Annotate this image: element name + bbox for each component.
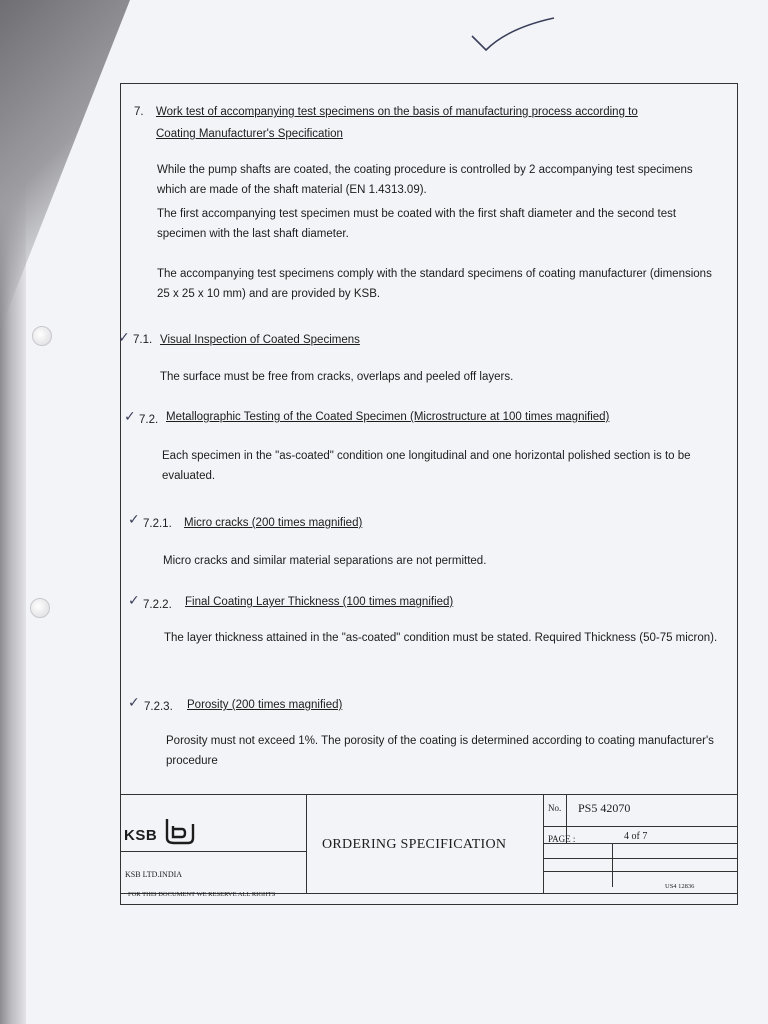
- section-7-2-text: Each specimen in the "as-coated" condition one longitudinal and one horizontal polished section is to be evaluated.: [162, 450, 691, 482]
- footer-label-divider-2: [612, 843, 613, 887]
- section-7-title-line2: Coating Manufacturer's Specification: [156, 128, 343, 140]
- handwritten-tick-icon: ✓: [128, 512, 140, 528]
- form-code: US4 12836: [665, 883, 695, 890]
- section-7-2-2-text: The layer thickness attained in the "as-coated" condition must be stated. Required Thickness (50-75 micron).: [164, 632, 718, 644]
- handwritten-tick-icon: ✓: [124, 409, 136, 425]
- section-7-2-2-title: Final Coating Layer Thickness (100 times magnified): [185, 596, 454, 608]
- ksb-logo-text: KSB: [124, 827, 158, 844]
- footer-logo-rule: [120, 851, 306, 852]
- handwritten-tick-icon: ✓: [128, 593, 140, 609]
- punch-hole-bottom: [30, 598, 50, 618]
- section-7-2-3-title: Porosity (200 times magnified): [187, 699, 343, 711]
- footer-divider-1: [306, 794, 307, 893]
- ksb-logo-icon: [162, 816, 196, 846]
- section-7-2-1-title: Micro cracks (200 times magnified): [184, 517, 363, 529]
- section-7-2-1-number: 7.2.1.: [143, 518, 172, 530]
- punch-hole-top: [32, 326, 52, 346]
- rights-notice: FOR THIS DOCUMENT WE RESERVE ALL RIGHTS: [128, 891, 276, 898]
- section-7-2-number: 7.2.: [139, 414, 159, 426]
- footer-row-rule-2: [543, 871, 738, 872]
- page-label: PAGE :: [548, 834, 576, 844]
- footer-top-rule: [120, 794, 738, 795]
- section-7-2-3-number: 7.2.3.: [144, 701, 173, 713]
- section-7-1-text: The surface must be free from cracks, overlaps and peeled off layers.: [160, 371, 514, 383]
- section-7-paragraph-1: While the pump shafts are coated, the coating procedure is controlled by 2 accompanying test specimens which are made of the shaft material (EN 1.4313.09).: [157, 164, 693, 196]
- folded-corner-shadow: [0, 0, 130, 330]
- section-7-2-3-text: Porosity must not exceed 1%. The porosity of the coating is determined according to coating manufacturer's procedure: [166, 735, 714, 767]
- handwritten-tick-icon: ✓: [128, 695, 140, 711]
- section-7-1-number: 7.1.: [133, 334, 153, 346]
- handwritten-check-icon: [468, 14, 558, 56]
- page-value: 4 of 7: [624, 831, 648, 842]
- section-7-title-line1: Work test of accompanying test specimens on the basis of manufacturing process according to: [156, 106, 638, 118]
- handwritten-tick-icon: ✓: [118, 330, 130, 346]
- section-7-2-2-number: 7.2.2.: [143, 599, 172, 611]
- footer-row-rule-1: [543, 858, 738, 859]
- doc-number-label: No.: [548, 803, 562, 813]
- section-7-1-title: Visual Inspection of Coated Specimens: [160, 334, 360, 346]
- company-name: KSB LTD.INDIA: [125, 870, 183, 879]
- section-7-paragraph-3: The accompanying test specimens comply with the standard specimens of coating manufacturer (dimensions 25 x 25 x 10 mm) and are provided by KSB.: [157, 268, 712, 300]
- footer-no-rule: [543, 826, 738, 827]
- section-7-2-1-text: Micro cracks and similar material separations are not permitted.: [163, 555, 487, 567]
- section-7-paragraph-2: The first accompanying test specimen must be coated with the first shaft diameter and the second test specimen with the last shaft diameter.: [157, 208, 677, 240]
- section-7-number: 7.: [134, 106, 144, 118]
- doc-number-value: PS5 42070: [578, 801, 631, 815]
- section-7-2-title: Metallographic Testing of the Coated Specimen (Microstructure at 100 times magnified): [166, 411, 610, 423]
- document-title: ORDERING SPECIFICATION: [322, 837, 507, 852]
